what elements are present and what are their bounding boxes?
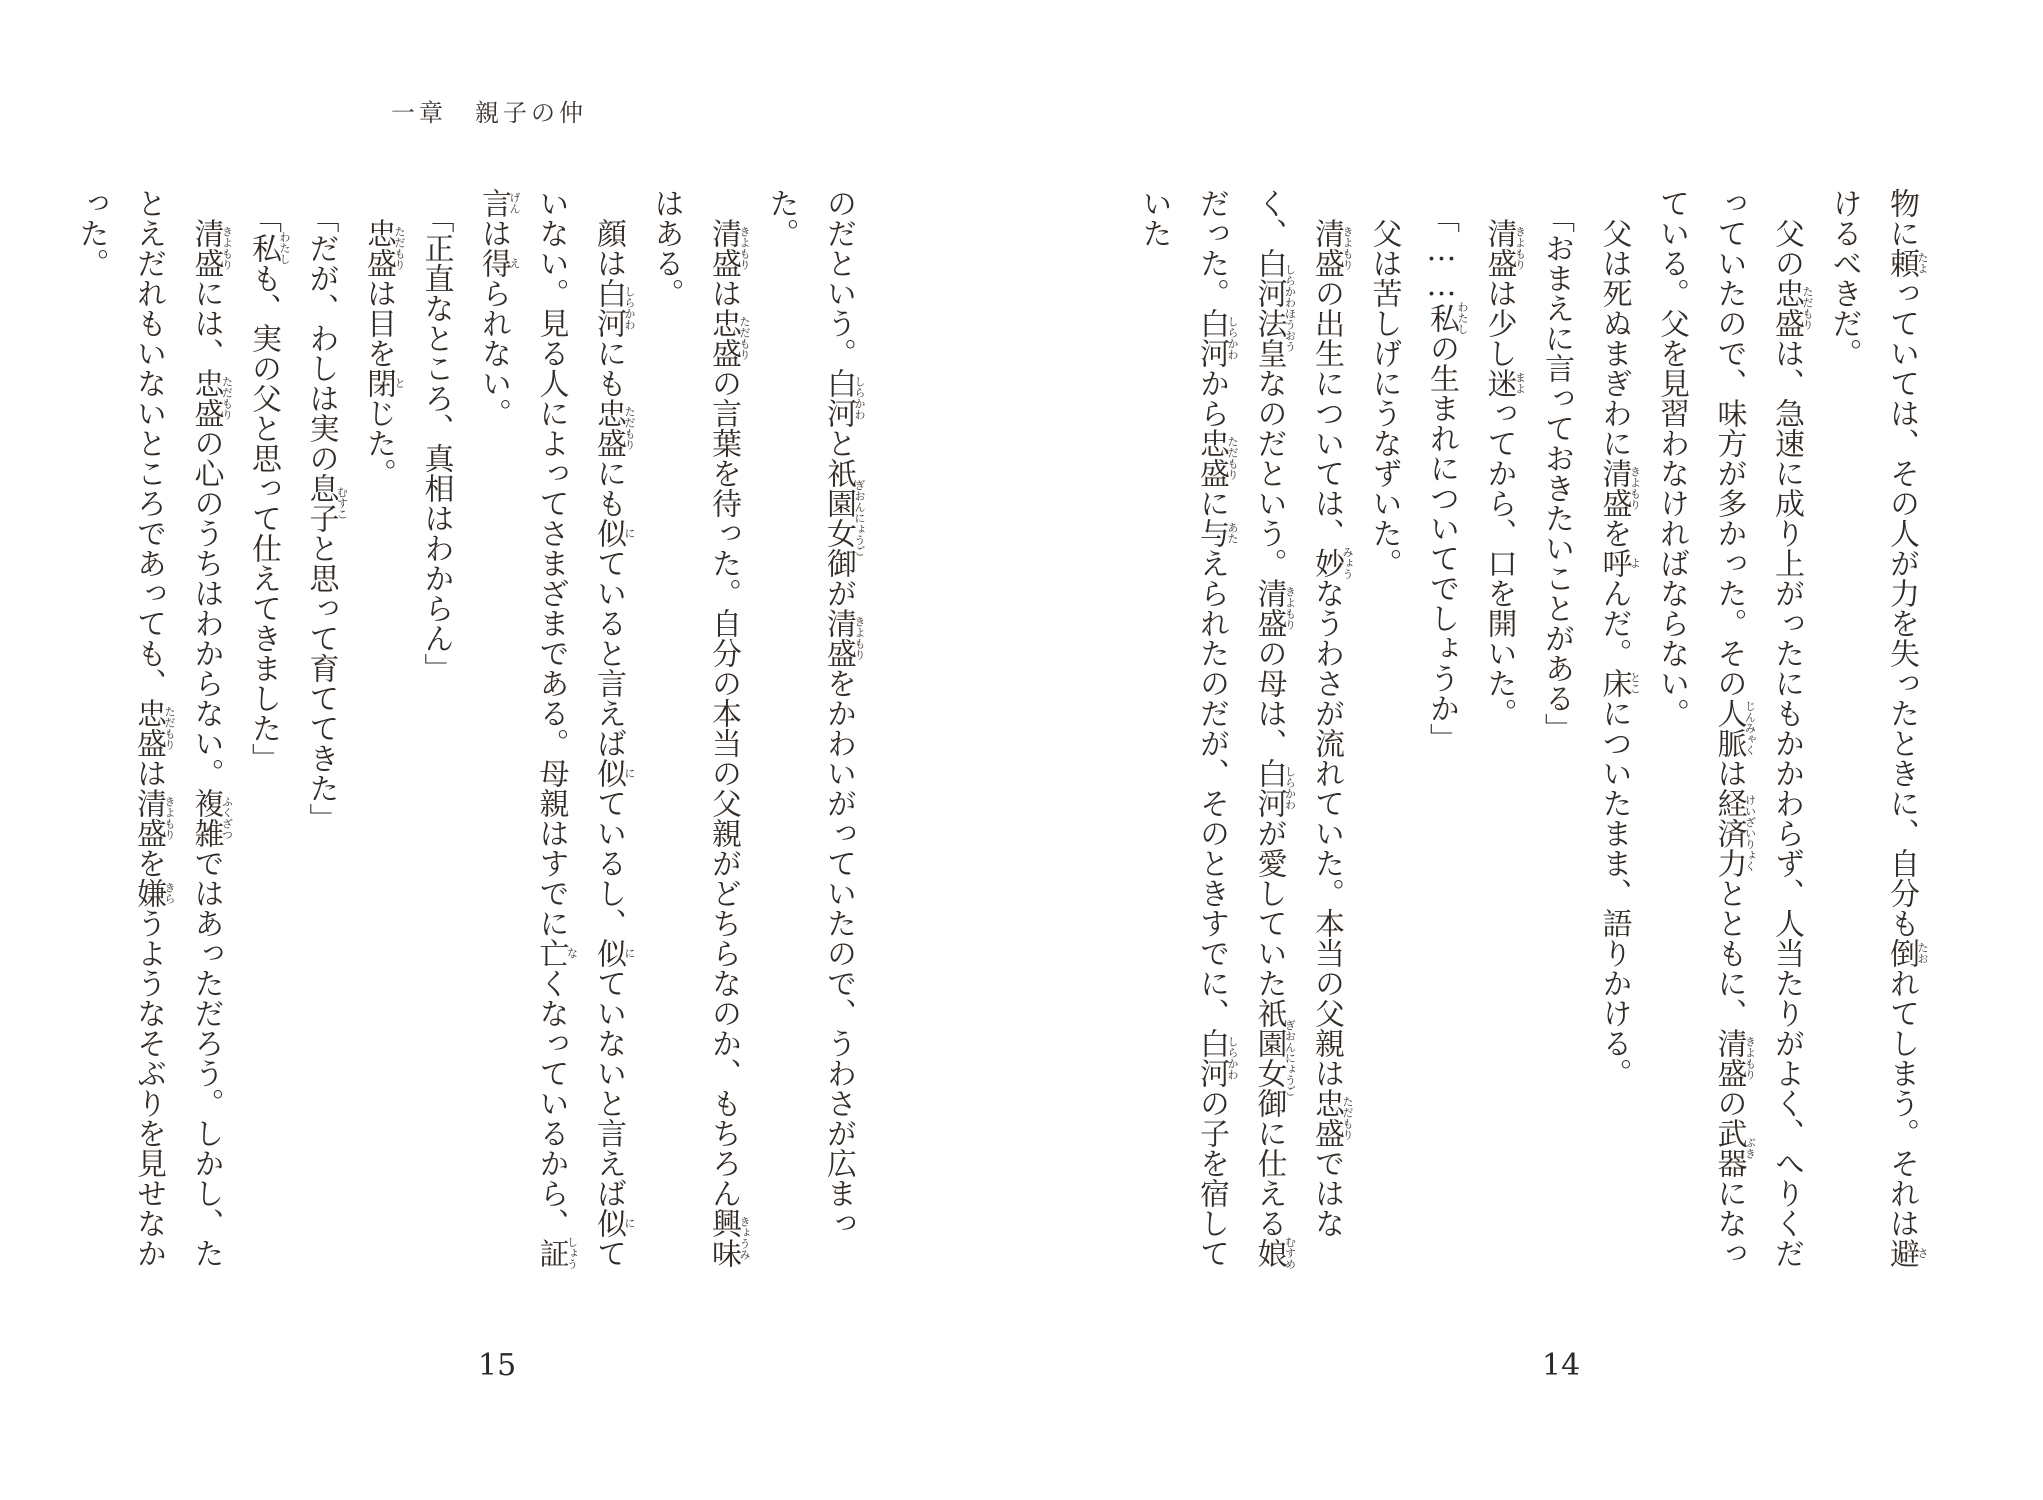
paragraph: 父の忠盛ただもりは、急速に成り上がったにもかかわらず、人当たりがよく、へりくだっていたので、味方が多かった。その人脈じんみゃくは経済力けいざいりょくとともに、清盛きよもりの武器ぶきになっている。父を見習わなければならない。 xyxy=(1654,188,1814,1268)
furigana-ruby: 忠盛ただもり xyxy=(1194,428,1239,488)
furigana-ruby: 清盛きよもり xyxy=(1251,578,1297,638)
furigana-ruby: 証しょう xyxy=(533,1236,579,1270)
furigana-ruby: 亡な xyxy=(533,938,579,968)
paragraph: 清盛きよもりは少し迷まよってから、口を開いた。 xyxy=(1481,218,1527,728)
paragraph: 清盛きよもりの出生については、妙みょうなうわさが流れていた。本当の父親は忠盛ただもりではなく、白河法皇しらかわほうおうなのだという。清盛きよもりの母は、白河しらかわが愛していた祇園女御ぎおんにょうごに仕える娘むすめだった。白河しらかわから忠盛ただもりに与あたえられたのだが、そのときすでに、白河しらかわの子を宿していた xyxy=(1136,188,1354,1270)
furigana-ruby: 清盛きよもり xyxy=(1309,218,1354,278)
furigana-ruby: 忠盛ただもり xyxy=(1309,1088,1354,1148)
furigana-ruby: 忠盛ただもり xyxy=(591,398,636,458)
furigana-ruby: 白河しらかわ xyxy=(1251,758,1297,818)
furigana-ruby: 清盛きよもり xyxy=(1711,1028,1757,1088)
furigana-ruby: 白河法皇しらかわほうおう xyxy=(1251,248,1297,368)
chapter-header: 一章 親子の仲 xyxy=(391,99,587,127)
furigana-ruby: 娘むすめ xyxy=(1251,1236,1297,1270)
page-15-text-block xyxy=(62,188,867,1270)
paragraph: 「……私わたしの生まれについてでしょうか」 xyxy=(1424,203,1469,753)
paragraph: 「私わたしも、実の父と思って仕えてきました」 xyxy=(246,203,291,773)
paragraph: 顔は白河しらかわにも忠盛ただもりにも似にていると言えば似にているし、似にていないと言えば似にていない。見る人によってさまざまである。母親はすでに亡なくなっているから、証しょう言げんは得えられない。 xyxy=(476,188,636,1270)
furigana-ruby: 似に xyxy=(591,938,636,968)
furigana-ruby: 閉と xyxy=(361,368,406,398)
furigana-ruby: 白河しらかわ xyxy=(591,278,636,338)
furigana-ruby: 嫌きら xyxy=(131,878,176,908)
furigana-ruby: 清盛きよもり xyxy=(131,788,176,848)
paragraph: 「正直なところ、真相はわからん」 xyxy=(418,203,454,683)
furigana-ruby: 床とこ xyxy=(1596,668,1642,698)
furigana-ruby: 祇園女御ぎおんにょうご xyxy=(821,458,866,578)
paragraph: 「おまえに言っておきたいことがある」 xyxy=(1539,203,1574,743)
page-number-left: 15 xyxy=(478,1348,517,1383)
furigana-ruby: 言げん xyxy=(476,188,521,218)
furigana-ruby: 忠盛ただもり xyxy=(706,308,751,368)
furigana-ruby: 似に xyxy=(591,1208,636,1238)
paragraph: のだという。白河しらかわと祇園女御ぎおんにょうごが清盛きよもりをかわいがっていたので、うわさが広まった。 xyxy=(763,188,866,1238)
furigana-ruby: 清盛きよもり xyxy=(188,218,234,278)
paragraph: 「だが、わしは実の息子むすこと思って育ててきた」 xyxy=(303,203,349,833)
furigana-ruby: 祇園女御ぎおんにょうご xyxy=(1251,998,1297,1118)
furigana-ruby: 呼よ xyxy=(1596,548,1642,578)
furigana-ruby: 清盛きよもり xyxy=(706,218,751,278)
paragraph: 清盛きよもりには、忠盛ただもりの心のうちはわからない。複雑ふくざつではあっただろう。しかし、たとえだれもいないところであっても、忠盛ただもりは清盛きよもりを嫌きらうようなそぶりを見せなかった。 xyxy=(73,188,234,1268)
furigana-ruby: 白河しらかわ xyxy=(1194,1028,1239,1088)
furigana-ruby: 息子むすこ xyxy=(303,473,349,533)
furigana-ruby: 人脈じんみゃく xyxy=(1711,698,1757,758)
furigana-ruby: 白河しらかわ xyxy=(1194,308,1239,368)
furigana-ruby: 忠盛ただもり xyxy=(188,368,234,428)
furigana-ruby: 得え xyxy=(476,248,521,278)
furigana-ruby: 清盛きよもり xyxy=(1596,458,1642,518)
paragraph: 父は死ぬまぎわに清盛きよもりを呼よんだ。床とこについたまま、語りかける。 xyxy=(1596,218,1642,1088)
furigana-ruby: 複雑ふくざつ xyxy=(188,788,234,848)
furigana-ruby: 白河しらかわ xyxy=(821,368,866,428)
paragraph: 忠盛ただもりは目を閉とじた。 xyxy=(361,218,406,488)
furigana-ruby: 忠盛ただもり xyxy=(131,698,176,758)
furigana-ruby: 倒たお xyxy=(1884,938,1929,968)
furigana-ruby: 似に xyxy=(591,518,636,548)
furigana-ruby: 迷まよ xyxy=(1481,368,1527,398)
furigana-ruby: 清盛きよもり xyxy=(821,608,866,668)
paragraph: 清盛きよもりは忠盛ただもりの言葉を待った。自分の本当の父親がどちらなのか、もちろん興味きょうみはある。 xyxy=(648,188,751,1268)
furigana-ruby: 私わたし xyxy=(246,231,291,265)
page-14-text-block xyxy=(1125,188,1930,1270)
furigana-ruby: 避さ xyxy=(1884,1238,1929,1268)
furigana-ruby: 武器ぶき xyxy=(1711,1118,1757,1178)
furigana-ruby: 忠盛ただもり xyxy=(1769,278,1814,338)
page-number-right: 14 xyxy=(1542,1348,1581,1383)
furigana-ruby: 忠盛ただもり xyxy=(361,218,406,278)
furigana-ruby: 与あた xyxy=(1194,518,1239,548)
furigana-ruby: 似に xyxy=(591,758,636,788)
furigana-ruby: 頼たよ xyxy=(1884,248,1929,278)
paragraph: 父は苦しげにうなずいた。 xyxy=(1366,218,1402,578)
furigana-ruby: 妙みょう xyxy=(1309,546,1354,580)
furigana-ruby: 興味きょうみ xyxy=(706,1208,751,1268)
paragraph: 物に頼たよっていては、その人が力を失ったときに、自分も倒たおれてしまう。それは避さけるべきだ。 xyxy=(1826,188,1929,1268)
furigana-ruby: 経済力けいざいりょく xyxy=(1711,788,1757,878)
furigana-ruby: 清盛きよもり xyxy=(1481,218,1527,278)
furigana-ruby: 私わたし xyxy=(1424,301,1469,335)
